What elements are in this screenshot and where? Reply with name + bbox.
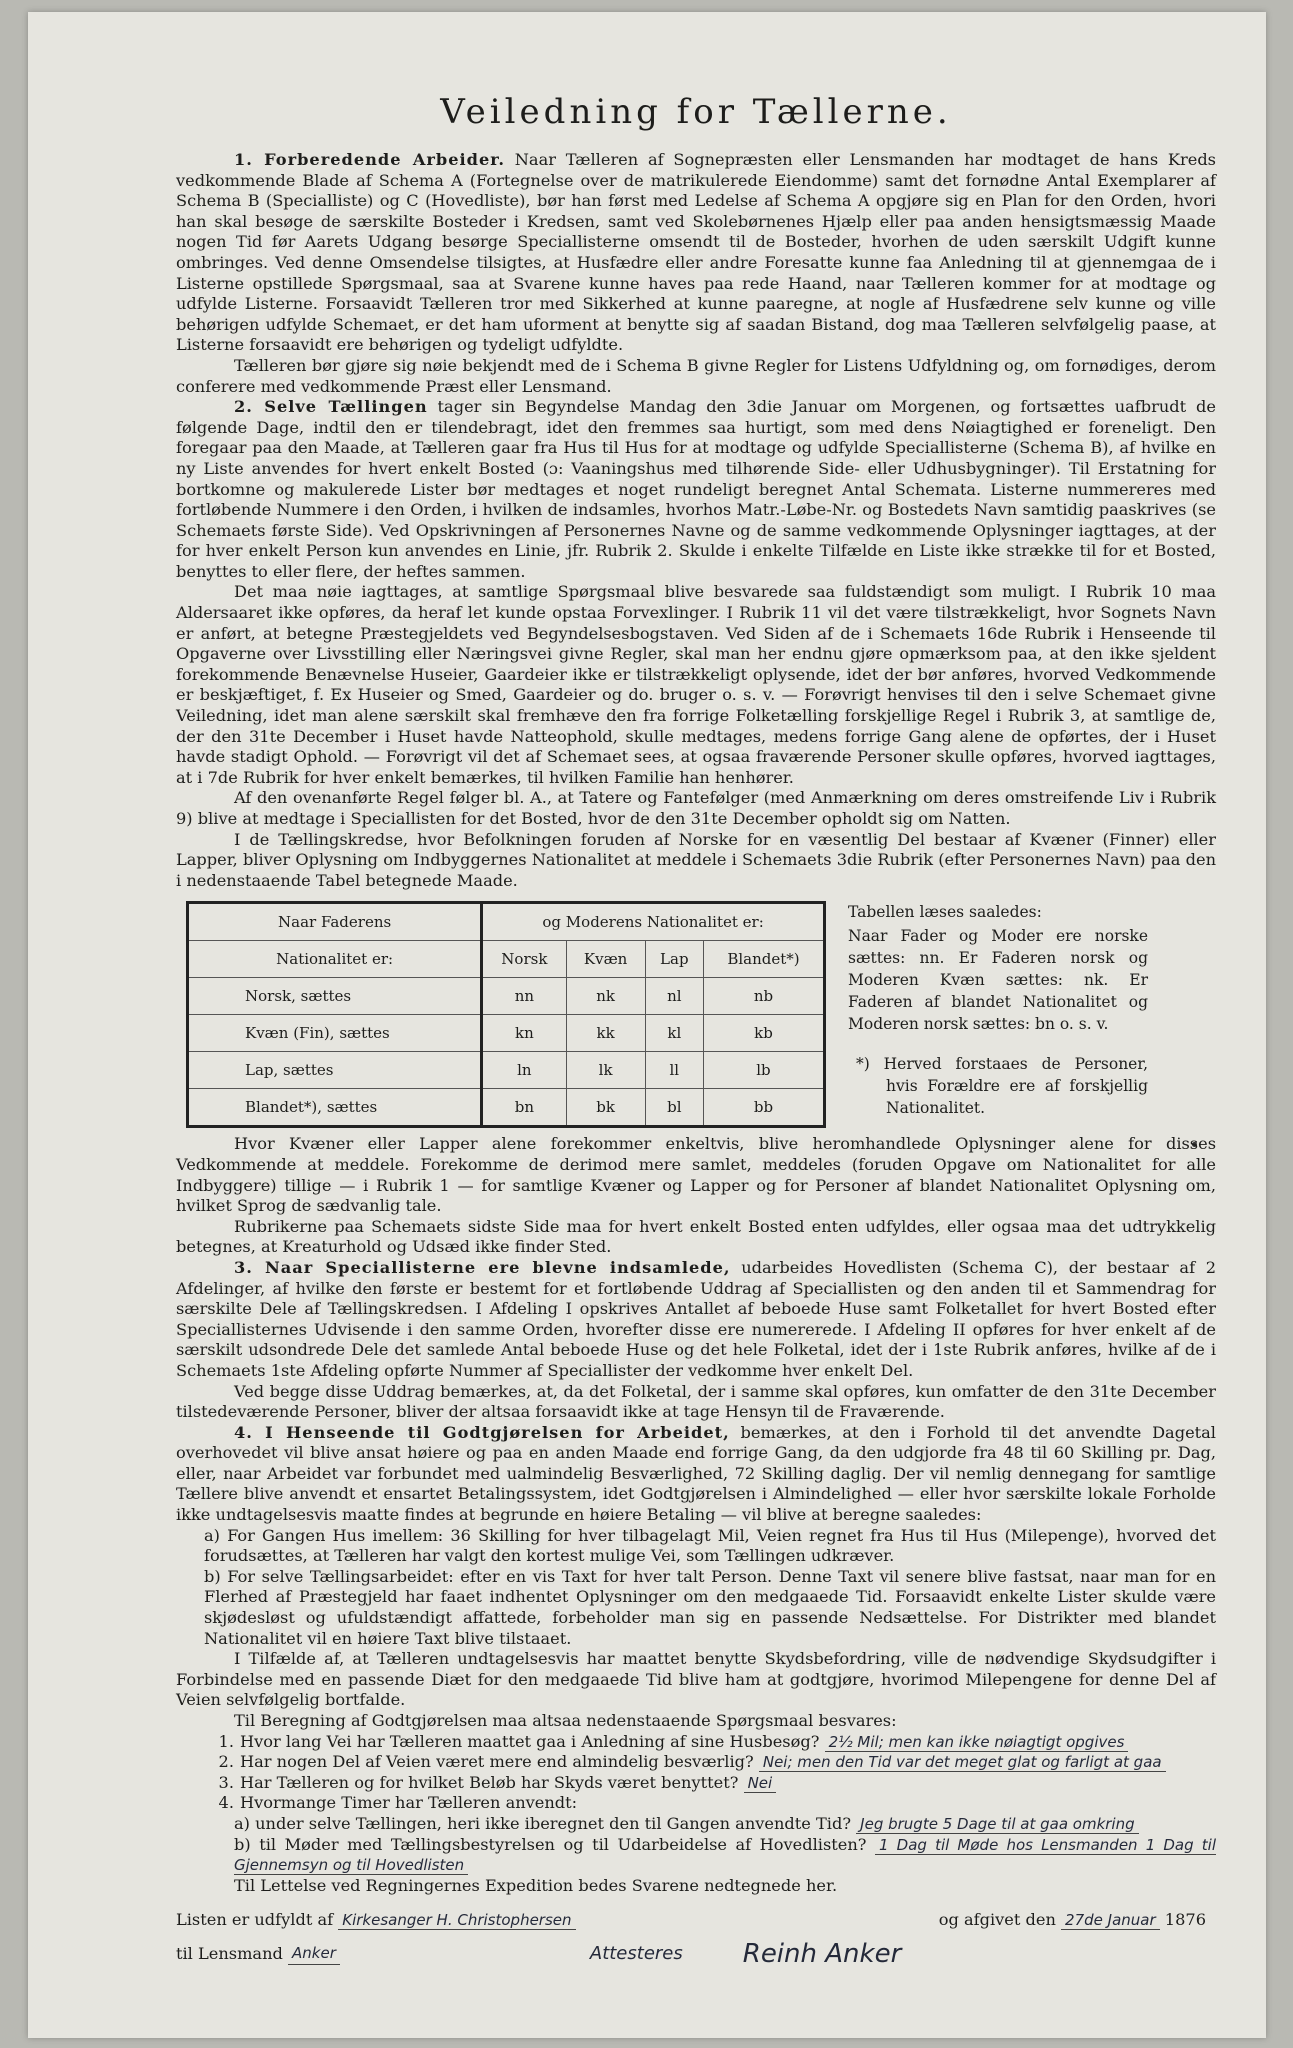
- table-row: [188, 1089, 825, 1127]
- section-1-paragraph-2: Tælleren bør gjøre sig nøie bekjendt med de i Schema B givne Regler for Listens Udfyldning og, om fornødiges, derom conferere med vedkommende Præst eller Lensmand.: [176, 355, 1216, 396]
- question-4a: [176, 1814, 1216, 1835]
- table-cell: ln: [482, 1052, 566, 1089]
- section-1-paragraph: [176, 150, 1216, 356]
- section-3-paragraph-2: Ved begge disse Uddrag bemærkes, at, da det Folketal, der i samme skal opføres, kun omfatter de den 31te December tilstedeværende Personer, bliver der altsaa forsaavidt ikke at tage Hensyn til de Fraværende.: [176, 1381, 1216, 1422]
- question-number: 3.: [218, 1772, 234, 1792]
- table-cell: bk: [566, 1089, 645, 1127]
- listen-label: Listen er udfyldt af: [176, 1910, 334, 1930]
- table-cell: nn: [482, 978, 566, 1015]
- nationality-block: [176, 901, 1216, 1128]
- table-cell: ll: [645, 1052, 703, 1089]
- father-header: Naar Faderens: [188, 903, 482, 941]
- section-4-item-b: b) For selve Tællingsarbeidet: efter en vis Taxt for hver talt Person. Denne Taxt vil senere blive fastsat, naar man for en Flerhed af Præstegjeld har faaet indhentet Oplysninger om den medgaaede Tid. Forsaavidt enkelte Lister skulde være skjødesløst og ufuldstændigt affattede, forbeholder man sig en passende Nedsættelse. For Distrikter med blandet Nationalitet vil en høiere Taxt blive tilstaaet.: [204, 1566, 1216, 1648]
- section-3-paragraph: [176, 1258, 1216, 1382]
- section-1-heading: 1. Forberedende Arbeider.: [234, 150, 505, 169]
- answer-1: 2½ Mil; men kan ikke nøiagtigt opgives: [825, 1733, 1129, 1752]
- table-cell: kk: [566, 1015, 645, 1052]
- explanation-heading: Tabellen læses saaledes:: [848, 903, 1042, 922]
- table-cell: kn: [482, 1015, 566, 1052]
- question-4: [176, 1793, 1216, 1814]
- question-2: [176, 1752, 1216, 1773]
- attest-text: Attesteres: [589, 1942, 683, 1964]
- page-title: Veiledning for Tællerne.: [440, 92, 952, 132]
- section-4-paragraph: [176, 1423, 1216, 1526]
- table-cell: bn: [482, 1089, 566, 1127]
- question-text: a) under selve Tællingen, heri ikke iberegnet den til Gangen anvendte Tid?: [234, 1813, 852, 1833]
- table-cell: nb: [703, 978, 824, 1015]
- answer-4b: 1 Dag til Møde hos Lensmanden 1 Dag til Gjennemsyn og til Hovedlisten: [234, 1835, 1216, 1875]
- question-3: [176, 1773, 1216, 1794]
- section-2-paragraph-3: Af den ovenanførte Regel følger bl. A., at Tatere og Fantefølger (med Anmærkning om deres omstreifende Liv i Rubrik 9) blive at medtage i Speciallisten for det Bosted, hvor de den 31te December opholdt sig om Natten.: [176, 788, 1216, 828]
- mother-header: og Moderens Nationalitet er:: [482, 903, 825, 941]
- question-number: 4.: [218, 1793, 234, 1813]
- row-label: Lap, sættes: [188, 1052, 482, 1089]
- col-header: Kvæn: [566, 941, 645, 978]
- table-row: [188, 1052, 825, 1089]
- row-label: Norsk, sættes: [188, 978, 482, 1015]
- document-page: [28, 12, 1266, 2038]
- question-1: [176, 1732, 1216, 1753]
- footnote: *) Herved forstaaes de Personer, hvis Forældre ere af forskjellig Nationalitet.: [856, 1055, 1148, 1118]
- section-4-text: bemærkes, at den i Forhold til det anvendte Dagetal overhovedet vil blive ansat høiere og paa en anden Maade end forrige Gang, da den udgjorde fra 48 til 60 Skilling pr. Dag, eller, naar Arbeidet var forbundet med ualmindelig Besværlighed, 72 Skilling daglig. Der vil nemlig dennegang for samtlige Tællere blive anvendt et ensartet Betalingssystem, idet Godtgjørelsen i Almindelighed — eller hvor særskilte lokale Forholde ikke undtagelsesvis maatte findes at begrunde en høiere Betaling — vil blive at beregne saaledes:: [176, 1422, 1216, 1525]
- answer-2: Nei; men den Tid var det meget glat og farligt at gaa: [759, 1753, 1166, 1772]
- question-number: 1.: [218, 1731, 234, 1751]
- section-2-paragraph-2: Det maa nøie iagttages, at samtlige Spørgsmaal blive besvarede saa fuldstændigt som muligt. I Rubrik 10 maa Aldersaaret ikke opføres, da heraf let kunde opstaa Forvexlinger. I Rubrik 11 vil det være tilstrækkeligt, hvor Sognets Navn er anført, at betegne Præstegjeldets ved Begyndelsesbogstaven. Ved Siden af de i Schemaets 16de Rubrik i Henseende til Opgaverne over Livsstilling eller Næringsvei givne Regler, skal man her endnu gjøre opmærksom paa, at den ikke sjeldent forekommende Benævnelse Huseier, Gaardeier ikke er tilstrækkeligt oplysende, idet der bør anføres, hvorved Vedkommende er beskjæftiget, f. Ex Huseier og Smed, Gaardeier og do. bruger o. s. v. — Forøvrigt henvises til den i selve Schemaet givne Veiledning, idet man alene særskilt skal fremhæve den fra forrige Folketælling forskjellige Regel i Rubrik 3, at samtlige de, der den 31te December i Huset havde Natteophold, skulle medtages, medens forrige Gang alene de opførtes, der i Huset havde stadigt Ophold. — Forøvrigt vil det af Schemaet sees, at ogsaa fraværende Personer skulle opføres, hvorved iagttages, at i 7de Rubrik for hver enkelt bemærkes, til hvilken Familie han henhører.: [176, 582, 1216, 787]
- instructions-body: [176, 92, 1216, 1969]
- lensmand-name: Anker: [288, 1943, 340, 1965]
- completion-left: [176, 1910, 576, 1931]
- lensmand-label: til Lensmand: [176, 1943, 283, 1963]
- explanation-text: Naar Fader og Moder ere norske sættes: nn. Er Faderen norsk og Moderen Kvæn sættes: nk. Er Faderen af blandet Nationalitet og Moderen norsk sættes: bn o. s. v.: [848, 927, 1148, 1034]
- table-cell: lb: [703, 1052, 824, 1089]
- table-cell: lk: [566, 1052, 645, 1089]
- table-cell: bb: [703, 1089, 824, 1127]
- table-header-row-2: [188, 941, 825, 978]
- table-cell: kl: [645, 1015, 703, 1052]
- nationality-table: [186, 901, 826, 1128]
- table-explanation: [848, 901, 1148, 1128]
- table-cell: kb: [703, 1015, 824, 1052]
- counter-name: Kirkesanger H. Christophersen: [338, 1911, 575, 1930]
- question-number: 2.: [218, 1752, 234, 1772]
- col-header: Norsk: [482, 941, 566, 978]
- question-4b: [176, 1835, 1216, 1876]
- section-4-heading: 4. I Henseende til Godtgjørelsen for Arbeidet,: [234, 1422, 730, 1442]
- year: 1876: [1164, 1910, 1206, 1930]
- closing-note: Til Lettelse ved Regningernes Expedition bedes Svarene nedtegnede her.: [234, 1875, 838, 1895]
- signature: Reinh Anker: [742, 1938, 902, 1969]
- section-2-paragraph: [176, 397, 1216, 582]
- question-text: Har Tælleren og for hvilket Beløb har Skyds været benyttet?: [240, 1772, 739, 1792]
- section-2-heading: 2. Selve Tællingen: [234, 397, 428, 417]
- section-3-text: udarbeides Hovedlisten (Schema C), der bestaar af 2 Afdelinger, af hvilke den første er bestemt for et fortløbende Uddrag af Speciallisten og den anden til et Sammendrag for særskilte Dele af Tællingskredsen. I Afdeling I opskrives Antallet af beboede Huse samt Folketallet for hvert Bosted efter Speciallisternes Udvisende i den samme Orden, hvorefter disse ere numererede. I Afdeling II opføres for hver enkelt af de særskilt udsondrede Dele det samlede Antal beboede Huse og det hele Folketal, idet der i 1ste Rubrik anføres, hvilke af de i Schemaets 1ste Afdeling opførte Nummer af Speciallister der vedkomme hver enkelt Del.: [176, 1257, 1216, 1380]
- after-table-paragraph-2: Rubrikerne paa Schemaets sidste Side maa for hvert enkelt Bosted enten udfyldes, eller ogsaa maa det udtrykkelig betegnes, at Kreaturhold og Udsæd ikke finder Sted.: [176, 1216, 1216, 1257]
- question-text: Hvormange Timer har Tælleren anvendt:: [240, 1793, 578, 1813]
- completion-right: [939, 1910, 1206, 1931]
- section-4-paragraph-3: Til Beregning af Godtgjørelsen maa altsaa nedenstaaende Spørgsmaal besvares:: [234, 1711, 897, 1730]
- question-text: b) til Møder med Tællingsbestyrelsen og til Udarbeidelse af Hovedlisten?: [234, 1834, 867, 1854]
- table-cell: nk: [566, 978, 645, 1015]
- section-2-paragraph-4: I de Tællingskredse, hvor Befolkningen foruden af Norske for en væsentlig Del bestaar af Kvæner (Finner) eller Lapper, bliver Oplysning om Indbyggernes Nationalitet at meddele i Schemaets 3die Rubrik (efter Personernes Navn) paa den i nedenstaaende Tabel betegnede Maade.: [176, 829, 1216, 890]
- table-header-row: [188, 903, 825, 941]
- question-text: Hvor lang Vei har Tælleren maattet gaa i Anledning af sine Husbesøg?: [240, 1731, 820, 1751]
- row-label: Blandet*), sættes: [188, 1089, 482, 1127]
- table-row: [188, 1015, 825, 1052]
- section-4-item-a: a) For Gangen Hus imellem: 36 Skilling for hver tilbagelagt Mil, Veien regnet fra Hus til Hus (Milepenge), hvorved det forudsættes, at Tælleren har valgt den kortest mulige Vei, som Tællingen udkræver.: [204, 1525, 1216, 1566]
- father-header-2: Nationalitet er:: [188, 941, 482, 978]
- answer-3: Nei: [744, 1774, 777, 1793]
- col-header: Blandet*): [703, 941, 824, 978]
- date-written: 27de Januar: [1061, 1911, 1160, 1930]
- col-header: Lap: [645, 941, 703, 978]
- after-table-paragraph: Hvor Kvæner eller Lapper alene forekommer enkeltvis, blive heromhandlede Oplysninger alene for disses Vedkommende at meddele. Forekomme de derimod mere samlet, meddeles (foruden Opgave om Nationalitet for alle Indbyggere) tillige — i Rubrik 1 — for samtlige Kvæner og Lapper og for Personer af blandet Nationalitet Oplysning om, hvilket Sprog de sædvanlig tale.: [176, 1134, 1216, 1216]
- section-3-heading: 3. Naar Speciallisterne ere blevne indsamlede,: [234, 1257, 731, 1277]
- section-4-paragraph-2: I Tilfælde af, at Tælleren undtagelsesvis har maattet benytte Skydsbefordring, ville de nødvendige Skydsudgifter i Forbindelse med en passende Diæt for den medgaaede Tid blive ham at godtgjøre, hvorimod Milepengene for denne Del af Veien selvfølgelig bortfalde.: [176, 1649, 1216, 1710]
- section-2-text: tager sin Begyndelse Mandag den 3die Januar om Morgenen, og fortsættes uafbrudt de følgende Dage, indtil den er tilendebragt, idet den fremmes saa hurtigt, som med dens Nøiagtighed er foreneligt. Den foregaar paa den Maade, at Tælleren gaar fra Hus til Hus for at modtage og udfylde Speciallisterne (Schema B), af hvilke en ny Liste anvendes for hvert enkelt Bosted (ɔ: Vaaningshus med tilhørende Side- eller Udhusbygninger). Til Erstatning for bortkomne og makulerede Lister bør medtages et noget rundeligt beregnet Antal Schemata. Listerne nummereres med fortløbende Nummere i den Orden, i hvilken de indsamles, hvorhos Matr.-Løbe-Nr. og Bostedets Navn samtidig paaskrives (se Schemaets første Side). Ved Opskrivningen af Personernes Navne og de samme vedkommende Oplysninger iagttages, at der for hver enkelt Person kun anvendes en Linie, jfr. Rubrik 2. Skulde i enkelte Tilfælde en Liste ikke strække til for et Bosted, benyttes to eller flere, der heftes sammen.: [176, 397, 1216, 581]
- section-1-text: Naar Tælleren af Sognepræsten eller Lensmanden har modtaget de hans Kreds vedkommende Blade af Schema A (Fortegnelse over de matrikulerede Eiendomme) samt det fornødne Antal Exemplarer af Schema B (Specialliste) og C (Hovedliste), bør han først med Ledelse af Schema A opgjøre sig en Plan for den Orden, hvori han skal besøge de særskilte Bosteder i Kredsen, samt ved Skolebørnenes Hjælp eller paa anden hensigtsmæssig Maade nogen Tid før Aarets Udgang besørge Speciallisterne omsendt til de Bosteder, hvorhen de uden særskilt Udgift kunne ombringes. Ved denne Omsendelse tilsigtes, at Husfædre eller andre Foresatte kunne faa Anledning til at gjennemgaa de i Listerne opstillede Spørgsmaal, saa at Svarene kunne haves paa rede Haand, naar Tælleren kommer for at modtage og udfylde Listerne. Forsaavidt Tælleren tror med Sikkerhed at kunne paaregne, at nogle af Husfædrene selv kunne og ville behørigen udfylde Schemaet, er det ham uforment at benytte sig af saadan Bistand, dog maa Tælleren selvfølgelig paase, at Listerne forsaavidt ere behørigen og tydeligt udfyldte.: [176, 150, 1216, 355]
- table-row: [188, 978, 825, 1015]
- row-label: Kvæn (Fin), sættes: [188, 1015, 482, 1052]
- table-cell: bl: [645, 1089, 703, 1127]
- question-text: Har nogen Del af Veien været mere end almindelig besværlig?: [240, 1752, 754, 1772]
- completion-line: [176, 1910, 1216, 1931]
- answer-4a: Jeg brugte 5 Dage til at gaa omkring: [856, 1815, 1138, 1834]
- table-cell: nl: [645, 978, 703, 1015]
- lensmand-line: [176, 1938, 1216, 1969]
- afgivet-label: og afgivet den: [938, 1910, 1056, 1930]
